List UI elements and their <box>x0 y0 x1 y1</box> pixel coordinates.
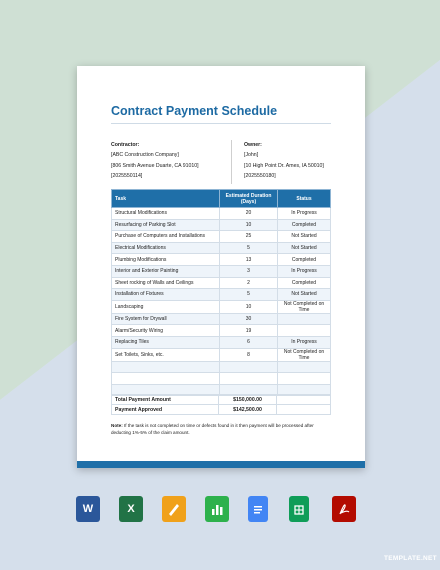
task-cell: Electrical Modifications <box>112 242 220 254</box>
document-footer-bar <box>77 461 365 468</box>
approved-row <box>112 405 331 415</box>
table-row <box>112 277 331 289</box>
pages-icon[interactable] <box>162 496 186 522</box>
status-cell <box>278 361 331 373</box>
party-divider <box>231 140 232 184</box>
document-page <box>77 66 365 468</box>
approved-value: $142,500.00 <box>219 405 277 415</box>
status-cell <box>278 313 331 325</box>
table-row <box>112 219 331 231</box>
status-cell <box>278 325 331 337</box>
header-status: Status <box>278 190 331 208</box>
duration-cell: 6 <box>220 336 278 348</box>
table-row <box>112 325 331 337</box>
task-cell <box>112 373 220 385</box>
note-label: Note: <box>111 423 123 428</box>
task-cell: Landscaping <box>112 300 220 313</box>
table-row <box>112 208 331 220</box>
table-row <box>112 254 331 266</box>
duration-cell: 10 <box>220 300 278 313</box>
task-cell: Plumbing Modifications <box>112 254 220 266</box>
duration-cell: 3 <box>220 265 278 277</box>
table-row <box>112 231 331 243</box>
duration-cell: 2 <box>220 277 278 289</box>
table-row <box>112 265 331 277</box>
note <box>111 422 333 436</box>
status-cell: Not Completed on Time <box>278 300 331 313</box>
table-row <box>112 361 331 373</box>
status-cell: Not Completed on Time <box>278 348 331 361</box>
header-duration: Estimated Duration (Days) <box>220 190 278 208</box>
duration-cell: 8 <box>220 348 278 361</box>
task-cell <box>112 361 220 373</box>
duration-cell <box>220 361 278 373</box>
duration-cell: 5 <box>220 289 278 301</box>
task-cell: Purchase of Computers and Installations <box>112 231 220 243</box>
total-row <box>112 395 331 405</box>
document-title: Contract Payment Schedule <box>111 104 278 118</box>
task-cell: Installation of Fixtures <box>112 289 220 301</box>
contractor-block <box>111 140 199 182</box>
excel-icon[interactable]: X <box>119 496 143 522</box>
status-cell: In Progress <box>278 208 331 220</box>
duration-cell: 25 <box>220 231 278 243</box>
task-cell: Alarm/Security Wiring <box>112 325 220 337</box>
table-row <box>112 300 331 313</box>
contractor-phone: [2025550114] <box>111 173 143 180</box>
duration-cell: 5 <box>220 242 278 254</box>
task-cell: Sheet rocking of Walls and Ceilings <box>112 277 220 289</box>
totals-table <box>111 394 331 415</box>
table-row <box>112 289 331 301</box>
google-docs-icon[interactable] <box>248 496 268 522</box>
owner-address: [10 High Point Dr. Ames, IA 50010] <box>244 162 324 169</box>
task-cell: Set Toilets, Sinks, etc. <box>112 348 220 361</box>
word-icon[interactable]: W <box>76 496 100 522</box>
task-table-header <box>112 190 331 208</box>
note-text: If the task is not completed on time or defects found in it then payment will be processed after deducting 1%-5% of the claim amount. <box>111 423 314 435</box>
duration-cell: 30 <box>220 313 278 325</box>
table-row <box>112 373 331 385</box>
total-value: $150,000.00 <box>219 395 277 405</box>
approved-label: Payment Approved <box>112 405 219 415</box>
title-divider <box>111 123 331 124</box>
owner-phone: [2025550180] <box>244 173 276 180</box>
contractor-company: [ABC Construction Company] <box>111 152 179 159</box>
duration-cell: 10 <box>220 219 278 231</box>
status-cell: Completed <box>278 254 331 266</box>
task-cell: Resurfacing of Parking Slot <box>112 219 220 231</box>
status-cell: Completed <box>278 277 331 289</box>
owner-name: [John] <box>244 152 259 159</box>
status-cell: In Progress <box>278 336 331 348</box>
contractor-address: [806 Smith Avenue Duarte, CA 91010] <box>111 162 199 169</box>
task-cell: Structural Modifications <box>112 208 220 220</box>
status-cell: Not Started <box>278 289 331 301</box>
duration-cell: 19 <box>220 325 278 337</box>
task-cell: Interior and Exterior Painting <box>112 265 220 277</box>
status-cell <box>278 373 331 385</box>
owner-block <box>244 140 324 182</box>
task-table <box>111 189 331 396</box>
task-cell: Fire System for Drywall <box>112 313 220 325</box>
status-cell: In Progress <box>278 265 331 277</box>
header-task: Task <box>112 190 220 208</box>
status-cell: Completed <box>278 219 331 231</box>
google-sheets-icon[interactable] <box>289 496 309 522</box>
duration-cell <box>220 373 278 385</box>
brand-watermark: TEMPLATE.NET <box>384 555 437 562</box>
duration-cell: 20 <box>220 208 278 220</box>
app-icons <box>76 496 366 524</box>
table-row <box>112 348 331 361</box>
task-cell: Replacing Tiles <box>112 336 220 348</box>
table-row <box>112 242 331 254</box>
total-label: Total Payment Amount <box>112 395 219 405</box>
duration-cell: 13 <box>220 254 278 266</box>
table-row <box>112 336 331 348</box>
numbers-icon[interactable] <box>205 496 229 522</box>
status-cell: Not Started <box>278 231 331 243</box>
pdf-icon[interactable] <box>332 496 356 522</box>
owner-label: Owner: <box>244 142 262 148</box>
status-cell: Not Started <box>278 242 331 254</box>
contractor-label: Contractor: <box>111 142 140 148</box>
table-row <box>112 313 331 325</box>
